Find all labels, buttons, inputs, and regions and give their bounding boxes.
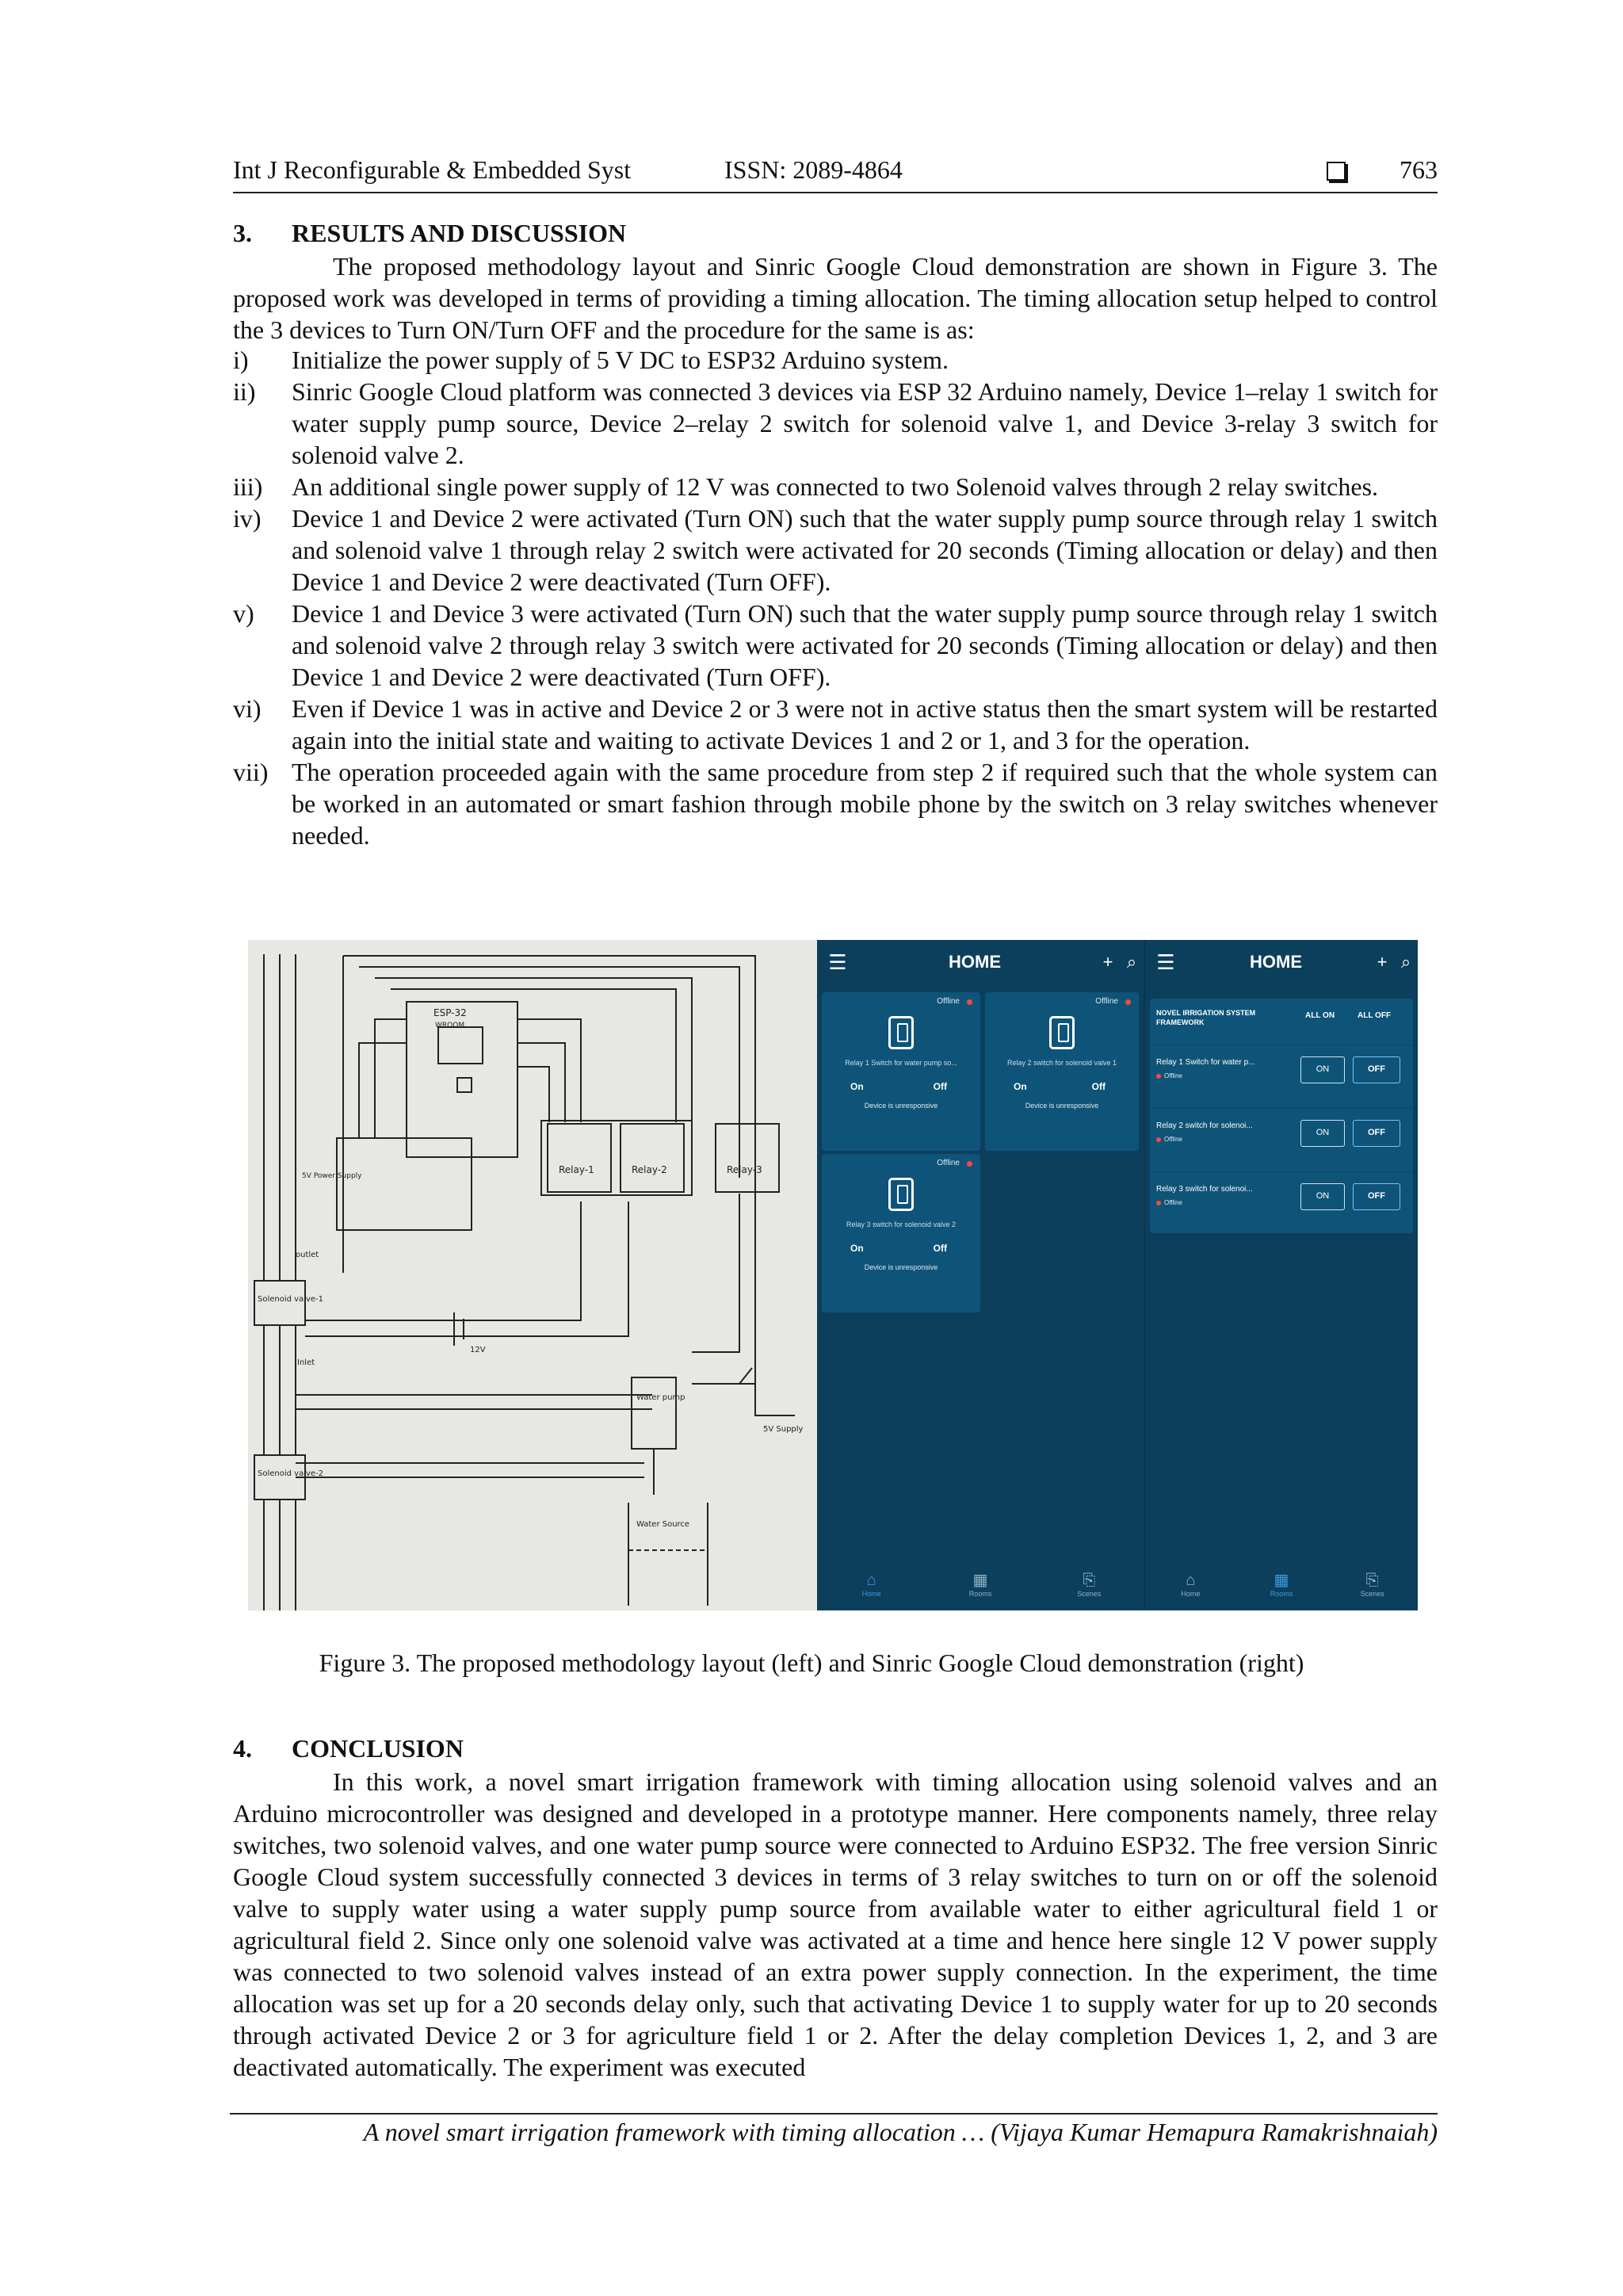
device-row-relay-3 [1150, 1171, 1413, 1228]
switch-device-icon [888, 1016, 914, 1049]
solenoid-1-label: Solenoid valve-1 [258, 1295, 324, 1304]
square-bullet-icon [1327, 162, 1346, 181]
off-button[interactable]: Off [1091, 1081, 1106, 1092]
search-icon[interactable]: ⌕ [1126, 952, 1137, 972]
list-item: i) Initialize the power supply of 5 V DC to ESP32 Arduino system. [233, 346, 949, 374]
offline-dot-icon [1125, 999, 1131, 1005]
on-button[interactable]: On [850, 1081, 864, 1092]
sinric-app-home-rooms [1144, 940, 1418, 1610]
unresponsive-note: Device is unresponsive [864, 1263, 938, 1271]
list-item: ii) Sinric Google Cloud platform was connected 3 devices via ESP 32 Arduino namely, Device 1–relay 1 switch for water supply pump source, Device 2–relay 2 switch for solenoid valve 1, and Device 3-relay 3 switch for solenoid valve 2. [233, 377, 1438, 469]
pump-label: Water pump [636, 1393, 685, 1402]
switch-device-icon [888, 1178, 914, 1211]
figure-caption: Figure 3. The proposed methodology layout (left) and Sinric Google Cloud demonstration (right) [319, 1648, 1304, 1677]
unresponsive-note: Device is unresponsive [864, 1102, 938, 1110]
device-name: Relay 3 switch for solenoid valve 2 [846, 1221, 957, 1228]
off-button[interactable]: OFF [1353, 1056, 1400, 1083]
device-name: Relay 2 switch for solenoi... [1156, 1121, 1253, 1130]
sinric-app-home-devices [817, 940, 1144, 1610]
on-button[interactable]: On [850, 1243, 864, 1254]
status-text: Offline [1164, 1136, 1182, 1143]
results-intro-paragraph: The proposed methodology layout and Sinric Google Cloud demonstration are shown in Figure 3. The proposed work was developed in terms of providing a timing allocation. The timing allocation setup helped to control the 3 devices to Turn ON/Turn OFF and the procedure for the same is as: [233, 252, 1438, 344]
on-button[interactable]: ON [1300, 1056, 1345, 1083]
status-text: Offline [937, 997, 960, 1006]
device-card-relay-2[interactable] [985, 992, 1139, 1151]
list-item: iii) An additional single power supply of 12 V was connected to two Solenoid valves through 2 relay switches. [233, 472, 1379, 501]
status-text: Offline [1095, 997, 1118, 1006]
add-icon[interactable]: + [1377, 952, 1388, 972]
menu-icon[interactable]: ☰ [1156, 949, 1175, 974]
running-footer: A novel smart irrigation framework with timing allocation … (Vijaya Kumar Hemapura Ramakrishnaiah) [363, 2118, 1438, 2146]
app-bar [817, 940, 1144, 984]
tab-scenes[interactable]: ⎘ Scenes [1327, 1563, 1418, 1610]
relay-3-label: Relay-3 [727, 1164, 762, 1175]
relay-1-label: Relay-1 [559, 1164, 594, 1175]
methodology-sketch [248, 940, 817, 1610]
procedure-list [233, 344, 1438, 851]
relay-3-block [716, 1124, 779, 1192]
schematic-drawing [248, 940, 817, 1610]
room-panel [1150, 999, 1413, 1233]
breadboard [337, 1138, 472, 1230]
water-pump [632, 1377, 676, 1449]
list-item: iv) Device 1 and Device 2 were activated (Turn ON) such that the water supply pump source through relay 1 switch and solenoid valve 1 through relay 2 switch were activated for 20 seconds (Timing allocation or delay) and then Device 1 and Device 2 were deactivated (Turn OFF). [233, 504, 1438, 596]
off-button[interactable]: OFF [1353, 1183, 1400, 1210]
device-card-relay-1[interactable] [822, 992, 980, 1151]
device-name: Relay 1 Switch for water p... [1156, 1058, 1255, 1067]
list-item: vii) The operation proceeded again with the same procedure from step 2 if required such that the whole system can be worked in an automated or smart fashion through mobile phone by the switch on 3 relay switches whenever needed. [233, 758, 1438, 850]
figure-3 [248, 940, 1416, 1610]
page-number: 763 [1400, 155, 1438, 184]
conclusion-paragraph: In this work, a novel smart irrigation framework with timing allocation using solenoid valves and an Arduino microcontroller was designed and developed in a prototype manner. Here components namely, three relay switches, two solenoid valves, and one water pump source were connected to Arduino ESP32. The free version Sinric Google Cloud system successfully connected 3 devices in terms of 3 relay switches to turn on or off the solenoid valve to supply water using a water supply pump source from available water to either agricultural field 1 or agricultural field 2. Since only one solenoid valve was activated at a time and hence here single 12 V power supply was connected to two solenoid valves instead of an extra power supply connection. In the experiment, the time allocation was set up for a 20 seconds delay only, such that activating Device 1 to supply water for up to 20 seconds through activated Device 2 or 3 for agriculture field 1 or 2. After the delay completion Devices 1, 2, and 3 are deactivated automatically. The experiment was executed [233, 1767, 1438, 2081]
app-title: HOME [949, 952, 1001, 972]
all-off-button[interactable]: ALL OFF [1358, 1011, 1392, 1020]
tab-scenes[interactable]: ⎘ Scenes [1035, 1563, 1144, 1610]
device-card-relay-3[interactable] [822, 1154, 980, 1312]
water-source-label: Water Source [636, 1520, 690, 1529]
app-bar [1145, 940, 1418, 984]
device-row-relay-2 [1150, 1108, 1413, 1164]
status-text: Offline [1164, 1072, 1182, 1079]
offline-dot-icon [1156, 1201, 1161, 1205]
switch-device-icon [1049, 1016, 1075, 1049]
home-icon: ⌂ [866, 1572, 876, 1589]
tab-home[interactable]: ⌂ Home [817, 1563, 926, 1610]
rooms-icon: ▦ [972, 1572, 988, 1589]
off-button[interactable]: Off [933, 1081, 947, 1092]
bottom-tab-bar [1145, 1563, 1418, 1610]
outlet-label: outlet [296, 1251, 319, 1259]
on-button[interactable]: ON [1300, 1183, 1345, 1210]
room-title: NOVEL IRRIGATION SYSTEM FRAMEWORK [1156, 1009, 1256, 1026]
offline-dot-icon [1156, 1137, 1161, 1142]
menu-icon[interactable]: ☰ [828, 949, 847, 974]
on-button[interactable]: ON [1300, 1120, 1345, 1147]
on-button[interactable]: On [1014, 1081, 1027, 1092]
5v-supply-label: 5V Supply [763, 1425, 804, 1434]
tab-rooms[interactable]: ▦ Rooms [1236, 1563, 1327, 1610]
offline-dot-icon [967, 999, 972, 1005]
device-name: Relay 3 switch for solenoi... [1156, 1185, 1253, 1194]
relay-2-label: Relay-2 [632, 1164, 667, 1175]
esp-label: ESP-32 [433, 1007, 467, 1018]
footer-rule [230, 2113, 1438, 2115]
bottom-tab-bar [817, 1563, 1144, 1610]
status-text: Offline [937, 1159, 960, 1167]
esp-sublabel: WROOM [435, 1022, 465, 1030]
12v-label: 12V [470, 1346, 486, 1354]
add-icon[interactable]: + [1102, 952, 1113, 972]
list-item: vi) Even if Device 1 was in active and Device 2 or 3 were not in active status then the smart system will be restarted again into the initial state and waiting to activate Devices 1 and 2 or 1, and 3 for the operation. [233, 694, 1438, 755]
all-on-button[interactable]: ALL ON [1305, 1011, 1335, 1020]
tab-rooms[interactable]: ▦ Rooms [926, 1563, 1034, 1610]
device-name: Relay 1 Switch for water pump so... [845, 1059, 957, 1067]
app-title: HOME [1250, 952, 1302, 972]
off-button[interactable]: OFF [1353, 1120, 1400, 1147]
solenoid-2-label: Solenoid valve-2 [258, 1469, 324, 1478]
home-icon: ⌂ [1186, 1572, 1196, 1589]
list-item: v) Device 1 and Device 3 were activated (Turn ON) such that the water supply pump source through relay 1 switch and solenoid valve 2 through relay 3 switch were activated for 20 seconds (Timing allocation or delay) and then Device 1 and Device 2 were deactivated (Turn OFF). [233, 599, 1438, 691]
running-header [233, 155, 1438, 193]
journal-name: Int J Reconfigurable & Embedded Syst [233, 155, 632, 184]
section-heading-conclusion: 4. CONCLUSION [233, 1734, 464, 1763]
inlet-label: Inlet [297, 1358, 315, 1367]
unresponsive-note: Device is unresponsive [1025, 1102, 1099, 1110]
power-supply-label: 5V Power Supply [302, 1172, 362, 1180]
offline-dot-icon [1156, 1074, 1161, 1079]
issn: ISSN: 2089-4864 [724, 155, 903, 184]
device-row-relay-1 [1150, 1045, 1413, 1101]
rooms-icon: ▦ [1274, 1572, 1289, 1589]
scenes-icon: ⎘ [1083, 1572, 1096, 1589]
relay-2-block [621, 1124, 684, 1192]
tab-home[interactable]: ⌂ Home [1145, 1563, 1236, 1610]
section-heading-results: 3. RESULTS AND DISCUSSION [233, 219, 627, 247]
device-name: Relay 2 switch for solenoid valve 1 [1006, 1059, 1117, 1067]
status-text: Offline [1164, 1199, 1182, 1206]
relay-1-block [548, 1124, 611, 1192]
off-button[interactable]: Off [933, 1243, 947, 1254]
offline-dot-icon [967, 1161, 972, 1167]
search-icon[interactable]: ⌕ [1400, 952, 1411, 972]
scenes-icon: ⎘ [1365, 1572, 1379, 1589]
